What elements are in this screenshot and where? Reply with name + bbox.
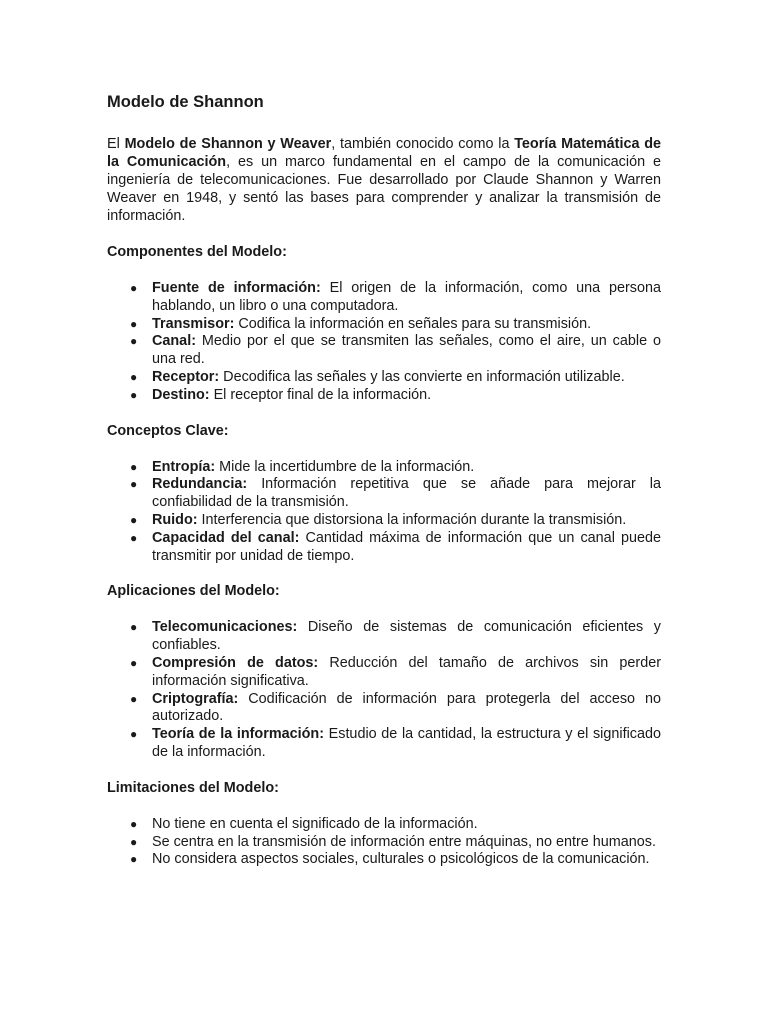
list-item [130,690,661,727]
list-item [130,851,661,869]
list-item [130,476,661,512]
list-item [130,833,661,852]
list-item [130,654,662,691]
bullet-icon: ● [130,834,138,849]
item-term: Ruido: [152,511,198,528]
list-aplicaciones [107,619,661,761]
section-heading-limitaciones: Limitaciones del Modelo: [107,779,279,796]
intro-text: , también conocido como la [331,136,515,152]
item-term: Capacidad del canal: [152,529,300,546]
bullet-icon: ● [130,852,138,867]
item-term: Fuente de información: [152,280,321,296]
document-page [107,92,661,886]
item-desc: Diseño de sistemas de comunicación eficientes y confiables. [152,619,661,654]
bullet-icon: ● [130,281,138,295]
list-item [130,619,661,655]
bullet-icon: ● [130,316,138,331]
item-desc: Codificación de información para protegerla del acceso no autorizado. [152,690,661,725]
intro-text: El [107,136,125,152]
item-desc: Cantidad máxima de información que un canal puede transmitir por unidad de tiempo. [152,529,662,564]
bullet-icon: ● [130,620,138,635]
bullet-icon: ● [130,387,138,402]
section-heading-aplicaciones: Aplicaciones del Modelo: [107,583,280,600]
list-item [130,368,661,387]
item-desc: Decodifica las señales y las convierte en información utilizable. [219,368,625,385]
bullet-icon: ● [130,691,138,706]
bullet-icon: ● [130,655,138,670]
bullet-icon: ● [130,512,138,527]
item-desc: Información repetitiva que se añade para mejorar la confiabilidad de la transmisión. [152,476,661,511]
item-desc: Mide la incertidumbre de la información. [215,458,475,475]
item-term: Entropía: [152,458,216,475]
list-conceptos [107,459,661,566]
list-item [130,280,662,316]
intro-bold-model-name: Modelo de Shannon y Weaver [124,136,332,152]
item-term: Telecomunicaciones: [152,619,298,636]
intro-text: , es un marco fundamental en el campo de la comunicación e ingeniería de telecomunicaciones. Fue desarrollado por Claude Shannon y Warren Weaver en 1948, y sentó las bases para comprender y analizar la transmisión de información. [107,154,661,224]
item-desc: Reducción del tamaño de archivos sin perder información significativa. [152,654,662,689]
item-term: Canal: [152,333,196,350]
list-item [130,458,661,477]
item-desc: Codifica la información en señales para su transmisión. [234,315,592,332]
item-term: Transmisor: [152,315,235,332]
list-limitaciones [107,816,661,869]
page-title: Modelo de Shannon [107,93,264,111]
intro-bold-theory-name: Teoría Matemática de la Comunicación [107,136,662,170]
intro-paragraph [107,135,661,225]
item-term: Criptografía: [152,690,239,707]
list-item [130,726,661,762]
item-desc: Se centra en la transmisión de información entre máquinas, no entre humanos. [152,833,656,850]
section-heading-componentes: Componentes del Modelo: [107,244,287,260]
bullet-icon: ● [130,816,138,831]
list-item [130,815,661,834]
list-item [130,386,661,405]
section-heading-conceptos: Conceptos Clave: [107,422,229,439]
bullet-icon: ● [130,459,138,474]
bullet-icon: ● [130,334,138,349]
item-term: Redundancia: [152,476,248,493]
list-item [130,315,661,334]
item-desc: El receptor final de la información. [209,386,432,403]
item-desc: No tiene en cuenta el significado de la información. [152,815,478,832]
bullet-icon: ● [130,369,138,384]
list-item [130,511,661,530]
item-desc: El origen de la información, como una persona hablando, un libro o una computadora. [152,280,662,314]
bullet-icon: ● [130,477,138,492]
list-componentes [107,280,661,405]
item-term: Compresión de datos: [152,654,319,671]
item-term: Destino: [152,386,210,403]
item-term: Teoría de la información: [152,726,324,743]
bullet-icon: ● [130,530,138,545]
list-item [130,333,661,369]
item-desc: Interferencia que distorsiona la información durante la transmisión. [197,511,627,528]
list-item [130,529,662,566]
item-desc: No considera aspectos sociales, culturales o psicológicos de la comunicación. [152,851,650,868]
bullet-icon: ● [130,727,138,742]
item-desc: Estudio de la cantidad, la estructura y el significado de la información. [152,726,661,760]
item-term: Receptor: [152,368,220,385]
item-desc: Medio por el que se transmiten las señales, como el aire, un cable o una red. [152,333,661,368]
